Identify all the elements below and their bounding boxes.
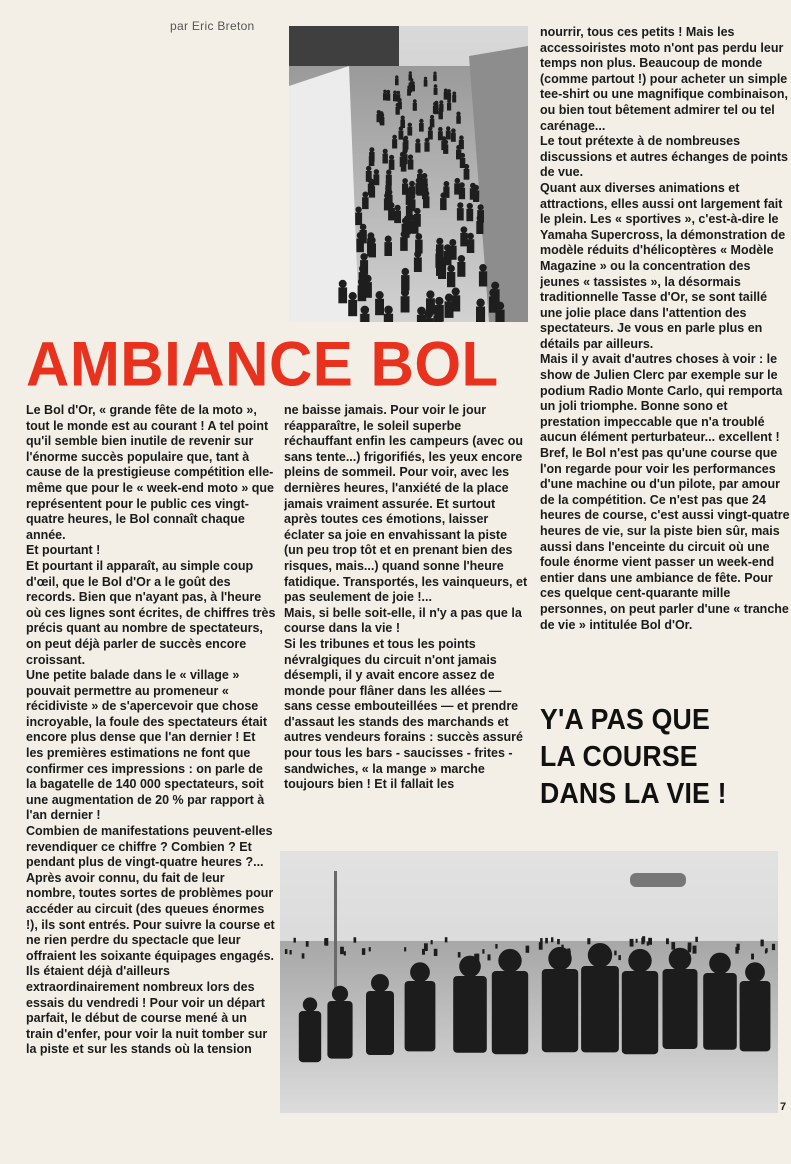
crowd-figure [434, 949, 438, 956]
crowd-figure [348, 300, 357, 316]
crowd-figure [419, 119, 423, 123]
crowd-figure [426, 298, 435, 314]
crowd-figure [439, 104, 443, 112]
crowd-figure [404, 947, 406, 951]
crowd-figure [458, 255, 465, 262]
crowd-figure [360, 230, 367, 243]
crowd-figure [430, 115, 434, 119]
crowd-figure [548, 947, 571, 970]
crowd-figure [377, 110, 381, 114]
crowd-figure [387, 90, 391, 94]
crowd-figure [495, 944, 497, 949]
page-number: 7 [780, 1101, 787, 1113]
crowd-figure [539, 942, 543, 950]
crowd-figure [405, 981, 436, 1051]
crowd-figure [447, 99, 451, 103]
headline: AMBIANCE BOL [26, 328, 499, 400]
crowd-figure [403, 138, 408, 143]
crowd-figure [447, 265, 455, 273]
crowd-figure [479, 271, 487, 286]
crowd-figure [383, 90, 387, 94]
crowd-figure [290, 950, 292, 955]
subheadline-line: LA COURSE [540, 741, 698, 773]
crowd-figure [467, 233, 474, 240]
crowd-figure [446, 131, 451, 140]
crowd-figure [456, 116, 461, 124]
paragraph: Une petite balade dans le « village » pouvait permettre au promeneur « récidiviste » de s'apercevoir que chose incroyable, la foule des spectateurs était encore plus dense que l'an dernier ! Et les premières estimations ne font que confirmer ces impressions : on parle de la bagatelle de 140 000 spectateurs, soit une augmentation de 20 % par rapport à l'an dernier ! [26, 668, 268, 823]
crowd-figure [344, 951, 346, 955]
crowd-figure [452, 92, 456, 96]
crowd-figure [401, 275, 409, 290]
crowd-figure [688, 943, 692, 950]
crowd-figure [618, 955, 621, 960]
crowd-figure [466, 209, 473, 221]
crowd-figure [588, 943, 612, 967]
crowd-figure [409, 71, 412, 74]
crowd-figure [630, 939, 634, 947]
crowd-figure [408, 159, 414, 169]
crowd-figure [457, 262, 465, 277]
crowd-figure [409, 194, 415, 200]
crowd-figure [416, 139, 421, 144]
crowd-figure [452, 288, 460, 296]
crowd-figure [482, 949, 484, 953]
crowd-figure [751, 954, 754, 960]
crowd-figure [384, 314, 393, 322]
crowd-figure [435, 297, 443, 305]
crowd-figure [436, 238, 443, 245]
crowd-figure [400, 237, 408, 251]
crowd-photo-top [289, 26, 528, 322]
crowd-figure [369, 947, 371, 951]
crowd-figure [467, 239, 475, 253]
crowd-figure [449, 239, 456, 246]
crowd-figure [349, 292, 357, 300]
crowd-figure [439, 100, 443, 104]
crowd-figure [369, 156, 375, 166]
crowd-figure [354, 937, 357, 942]
crowd-figure [614, 951, 616, 956]
crowd-figure [444, 89, 448, 93]
crowd-figure [439, 111, 443, 119]
crowd-figure [408, 154, 413, 159]
crowd-figure [362, 192, 368, 198]
crowd-figure [396, 94, 400, 101]
crowd-figure [392, 139, 397, 148]
crowd-figure [386, 170, 391, 175]
paragraph: Mais il y avait d'autres choses à voir : le show de Julien Clerc par exemple sur le podium Radio Monte Carlo, qui remporta un joli triomphe. Bonne sono et prestation impeccable que n'a troublé aucun élément perturbateur... excellent ! [540, 352, 783, 445]
crowd-figure [433, 315, 442, 322]
crowd-figure [359, 265, 367, 273]
crowd-figure [362, 197, 369, 209]
crowd-figure [285, 949, 288, 954]
crowd-figure [366, 166, 371, 171]
paragraph: Et pourtant ! [26, 543, 101, 558]
crowd-figure [451, 128, 456, 133]
crowd-figure [433, 106, 437, 114]
crowd-figure [360, 224, 367, 231]
crowd-figure [385, 236, 392, 243]
crowd-figure [498, 949, 521, 972]
crowd-figure [695, 937, 698, 942]
crowd-figure [745, 962, 765, 982]
crowd-figure [303, 997, 317, 1011]
crowd-figure [413, 99, 417, 103]
crowd-figure [456, 145, 461, 150]
crowd-figure [464, 169, 470, 180]
crowd-figure [417, 307, 426, 316]
crowd-figure [451, 133, 456, 142]
crowd-figure [412, 215, 418, 221]
crowd-figure [396, 103, 400, 107]
spectators-photo-bottom-image [280, 851, 778, 1113]
crowd-figure [395, 75, 398, 78]
crowd-figure [339, 280, 347, 288]
crowd-figure [424, 142, 429, 152]
crowd-figure [415, 233, 422, 240]
crowd-figure [369, 237, 376, 244]
crowd-figure [478, 204, 484, 210]
crowd-figure [375, 299, 384, 315]
crowd-figure [457, 208, 464, 220]
crowd-figure [338, 287, 347, 303]
spectators-photo-bottom [280, 851, 778, 1113]
crowd-figure [414, 257, 422, 272]
crowd-figure [417, 169, 422, 174]
crowd-figure [772, 944, 775, 950]
crowd-figure [368, 184, 374, 195]
crowd-figure [451, 295, 460, 311]
crowd-figure [765, 950, 767, 954]
crowd-figure [488, 954, 491, 960]
paragraph: Quant aux diverses animations et attractions, elles aussi ont largement fait le plein. Les « sportives », c'est-à-dire le Yamaha Supercross, la démonstration de modèle réduits d'hélicoptères « Modèle Magazine » ou la concentration des jeunes « tassistes », la désormais traditionnelle Tasse d'Or, se sont taillé une jolie place dans l'attention des spectateurs. Je vous en parle plus en détails par ailleurs. [540, 180, 786, 351]
crowd-figure [383, 149, 388, 154]
crowd-figure [392, 135, 397, 140]
crowd-figure [400, 157, 406, 167]
crowd-figure [386, 189, 392, 195]
crowd-figure [384, 242, 392, 256]
crowd-figure [325, 938, 329, 946]
crowd-figure [473, 185, 479, 191]
crowd-figure [386, 93, 390, 100]
crowd-figure [459, 188, 465, 200]
crowd-figure [464, 164, 469, 169]
crowd-figure [402, 218, 409, 225]
crowd-figure [440, 198, 447, 210]
crowd-figure [456, 112, 460, 116]
subheadline-line: Y'A PAS QUE [540, 704, 710, 736]
crowd-figure [446, 126, 450, 130]
crowd-figure [399, 131, 404, 140]
crowd-figure [407, 127, 412, 136]
crowd-figure [401, 116, 405, 120]
crowd-figure [491, 282, 499, 290]
crowd-figure [455, 178, 461, 184]
crowd-figure [433, 75, 437, 82]
crowd-figure [400, 152, 405, 157]
crowd-figure [477, 215, 483, 221]
article-column-3 [540, 25, 790, 690]
crowd-figure [444, 251, 452, 265]
crowd-figure [489, 296, 498, 312]
crowd-figure [445, 937, 448, 942]
crowd-figure [401, 296, 410, 312]
crowd-figure [461, 226, 468, 233]
crowd-figure [386, 175, 392, 186]
article-column-1 [26, 403, 276, 1113]
crowd-figure [422, 188, 428, 200]
crowd-figure [332, 986, 348, 1002]
crowd-figure [460, 233, 467, 247]
crowd-figure [395, 79, 399, 86]
crowd-figure [368, 243, 376, 257]
crowd-figure [327, 1001, 352, 1059]
crowd-figure [545, 938, 548, 944]
paragraph: nourrir, tous ces petits ! Mais les accessoiristes moto n'ont pas perdu leur temps non plus. Beaucoup de monde (comme partout !) pour acheter un simple tee-shirt ou une magnifique combinaison, ou bien tout bêtement admirer tel ou tel carénage... [540, 25, 788, 133]
crowd-figure [384, 306, 393, 315]
crowd-figure [409, 181, 415, 187]
crowd-figure [636, 939, 638, 943]
crowd-figure [452, 95, 456, 102]
crowd-figure [306, 941, 309, 947]
crowd-figure [434, 84, 438, 88]
crowd-figure [428, 126, 432, 130]
crowd-figure [376, 291, 384, 299]
crowd-figure [355, 213, 362, 226]
crowd-figure [402, 178, 408, 184]
crowd-figure [356, 207, 362, 213]
crowd-figure [388, 208, 395, 220]
crowd-figure [438, 131, 443, 140]
crowd-figure [340, 947, 344, 955]
crowd-figure [476, 221, 483, 234]
crowd-figure [669, 948, 692, 971]
crowd-figure [703, 973, 737, 1050]
crowd-figure [410, 81, 414, 88]
crowd-figure [458, 952, 461, 957]
crowd-figure [400, 120, 405, 129]
crowd-figure [526, 946, 530, 953]
crowd-figure [388, 202, 394, 208]
crowd-figure [663, 969, 698, 1049]
paragraph: Après avoir connu, du fait de leur nombre, toutes sortes de problèmes pour accéder au circuit (des queues énormes !), ils sont entrés. Pour suivre la course et ne rien perdre du spectacle que leur offraient les soixante équipages engagés. Ils étaient déjà d'ailleurs extraordinairement nombreux lors des essais du vendredi ! Pour voir un départ parfait, le début de course mené à un train d'enfer, pour voir la nuit tomber sur la piste et sur les stands où la tension [26, 870, 275, 1057]
crowd-figure [363, 282, 372, 298]
crowd-figure [666, 938, 669, 944]
byline: par Eric Breton [170, 19, 255, 33]
crowd-figure [302, 953, 305, 958]
crowd-figure [551, 937, 553, 942]
paragraph: ne baisse jamais. Pour voir le jour réapparaître, le soleil superbe réchauffant enfin les campeurs (avec ou sans tente...) frigorifiés, les yeux encore pleins de sommeil. Pour voir, avec les dernières heures, l'anxiété de la place jamais vraiment assurée. Et surtout après toutes ces émotions, laisser éclater sa joie en envahissant la piste (un peu trop tôt et en prenant bien des risques, mais...) quand sonne l'heure fatidique. Transportés, les vainqueurs, et pas seulement de joie !... [284, 403, 528, 605]
crowd-figure [735, 947, 738, 954]
crowd-figure [299, 1011, 321, 1062]
crowd-figure [294, 938, 296, 943]
crowd-figure [444, 92, 448, 99]
crowd-figure [641, 938, 644, 945]
crowd-figure [389, 155, 394, 160]
crowd-figure [371, 974, 389, 992]
paragraph: Combien de manifestations peuvent-elles revendiquer ce chiffre ? Combien ? Et pendant plus de vingt-quatre heures ?... [26, 824, 273, 870]
crowd-figure [397, 91, 401, 95]
crowd-figure [413, 103, 417, 111]
crowd-figure [587, 938, 590, 944]
crowd-figure [419, 123, 424, 132]
crowd-figure [447, 89, 451, 93]
crowd-figure [402, 224, 409, 237]
paragraph: Si les tribunes et tous les points névralgiques du circuit n'ont jamais désempli, il y avait encore assez de monde pour flâner dans les allées — sans cesse embouteillées — et prendre d'assaut les stands des marchands et autres vendeurs forains : succès assuré pour tous les bars - saucisses - frites - sandwiches, « la mange » marche toujours bien ! Et il fallait les [284, 636, 524, 792]
paragraph: Le tout prétexte à de nombreuses discussions et autres échanges de points de vue. [540, 134, 788, 180]
crowd-figure [433, 72, 436, 75]
crowd-figure [389, 160, 395, 170]
crowd-figure [360, 253, 367, 260]
crowd-figure [479, 264, 487, 272]
subheadline-line: DANS LA VIE ! [540, 778, 727, 810]
crowd-figure [424, 80, 428, 87]
crowd-figure [422, 949, 425, 955]
crowd-figure [434, 307, 443, 316]
crowd-figure [459, 182, 465, 188]
paragraph: Bref, le Bol n'est pas qu'une course que l'on regarde pour voir les performances d'une machine ou d'un pilote, par amour de la compétition. Ce n'est pas que 24 heures de course, c'est aussi vingt-quatre heures de vie, sur la piste bien sûr, mais aussi dans l'enceinte du circuit où une foule énorme vient passer un week-end entier dans une ambiance de fête. Pour ces quelque cent-quarante mille personnes, on peut parler d'une « tranche de vie » intitulée Bol d'Or. [540, 446, 790, 632]
crowd-figure [459, 956, 481, 978]
crowd-figure [467, 203, 473, 209]
crowd-figure [408, 123, 412, 127]
crowd-figure [369, 151, 374, 156]
crowd-figure [557, 939, 560, 944]
crowd-figure [447, 103, 451, 111]
crowd-figure [740, 981, 771, 1051]
crowd-figure [417, 315, 426, 322]
crowd-figure [394, 211, 401, 224]
crowd-figure [434, 88, 438, 95]
crowd-figure [453, 976, 487, 1053]
crowd-figure [476, 299, 484, 307]
crowd-figure [362, 948, 365, 955]
crowd-figure [542, 969, 578, 1052]
crowd-figure [361, 306, 370, 315]
crowd-figure [431, 940, 433, 944]
crowd-figure [441, 141, 446, 150]
crowd-figure [410, 962, 430, 982]
crowd-figure [428, 131, 433, 140]
crowd-figure [581, 966, 619, 1052]
paragraph: Le Bol d'Or, « grande fête de la moto », tout le monde est au courant ! A tel point qu'il semble bien inutile de revenir sur l'énorme succès populaire que, tant à cause de la prestigieuse compétition elle-même que pour le « week-end moto » que représentent pour le public ces vingt-quatre heures, le Bol connaît chaque année. [26, 403, 274, 542]
crowd-figure [628, 949, 651, 972]
subheadline [540, 702, 765, 813]
crowd-figure [430, 119, 435, 128]
crowd-figure [492, 971, 528, 1054]
crowd-figure [383, 154, 388, 164]
crowd-figure [647, 942, 649, 946]
crowd-figure [438, 127, 443, 132]
crowd-figure [459, 135, 464, 140]
crowd-figure [440, 192, 446, 198]
crowd-figure [622, 971, 658, 1054]
paragraph: Et pourtant il apparaît, au simple coup d'œil, que le Bol d'Or a le goût des records. Bien que n'ayant pas, à l'heure où ces lignes sont écrites, de chiffres très précis quant au nombre de spectateurs, on peut déjà parler de succès encore croissant. [26, 558, 276, 667]
crowd-figure [433, 102, 437, 106]
crowd-figure [761, 940, 764, 947]
crowd-figure [671, 942, 675, 950]
crowd-photo-top-image [289, 26, 528, 322]
crowd-figure [414, 251, 421, 258]
crowd-figure [444, 181, 450, 187]
crowd-figure [489, 289, 497, 297]
crowd-figure [473, 190, 479, 202]
crowd-figure [456, 150, 461, 160]
crowd-figure [360, 314, 369, 322]
crowd-figure [425, 138, 430, 143]
crowd-figure [693, 946, 697, 954]
crowd-figure [410, 78, 413, 81]
crowd-figure [409, 199, 416, 211]
crowd-figure [374, 169, 379, 174]
crowd-figure [457, 202, 463, 208]
crowd-figure [403, 142, 408, 152]
crowd-figure [444, 244, 451, 251]
crowd-figure [366, 171, 372, 182]
crowd-figure [426, 290, 434, 298]
crowd-figure [402, 184, 408, 195]
crowd-figure [436, 247, 443, 254]
crowd-figure [395, 205, 401, 211]
crowd-figure [424, 77, 427, 80]
article-column-2 [284, 403, 528, 821]
crowd-figure [411, 221, 418, 234]
crowd-figure [415, 143, 420, 153]
crowd-figure [393, 91, 397, 95]
crowd-figure [373, 174, 379, 185]
crowd-figure [366, 991, 394, 1055]
crowd-figure [402, 268, 410, 276]
crowd-figure [709, 953, 731, 975]
crowd-figure [422, 182, 428, 188]
crowd-figure [476, 307, 485, 323]
crowd-figure [377, 114, 382, 122]
crowd-figure [447, 272, 455, 287]
crowd-figure [364, 275, 372, 283]
paragraph: Mais, si belle soit-elle, il n'y a pas que la course dans la vie ! [284, 605, 522, 636]
crowd-figure [396, 107, 400, 115]
crowd-figure [435, 254, 443, 268]
crowd-figure [417, 174, 423, 185]
